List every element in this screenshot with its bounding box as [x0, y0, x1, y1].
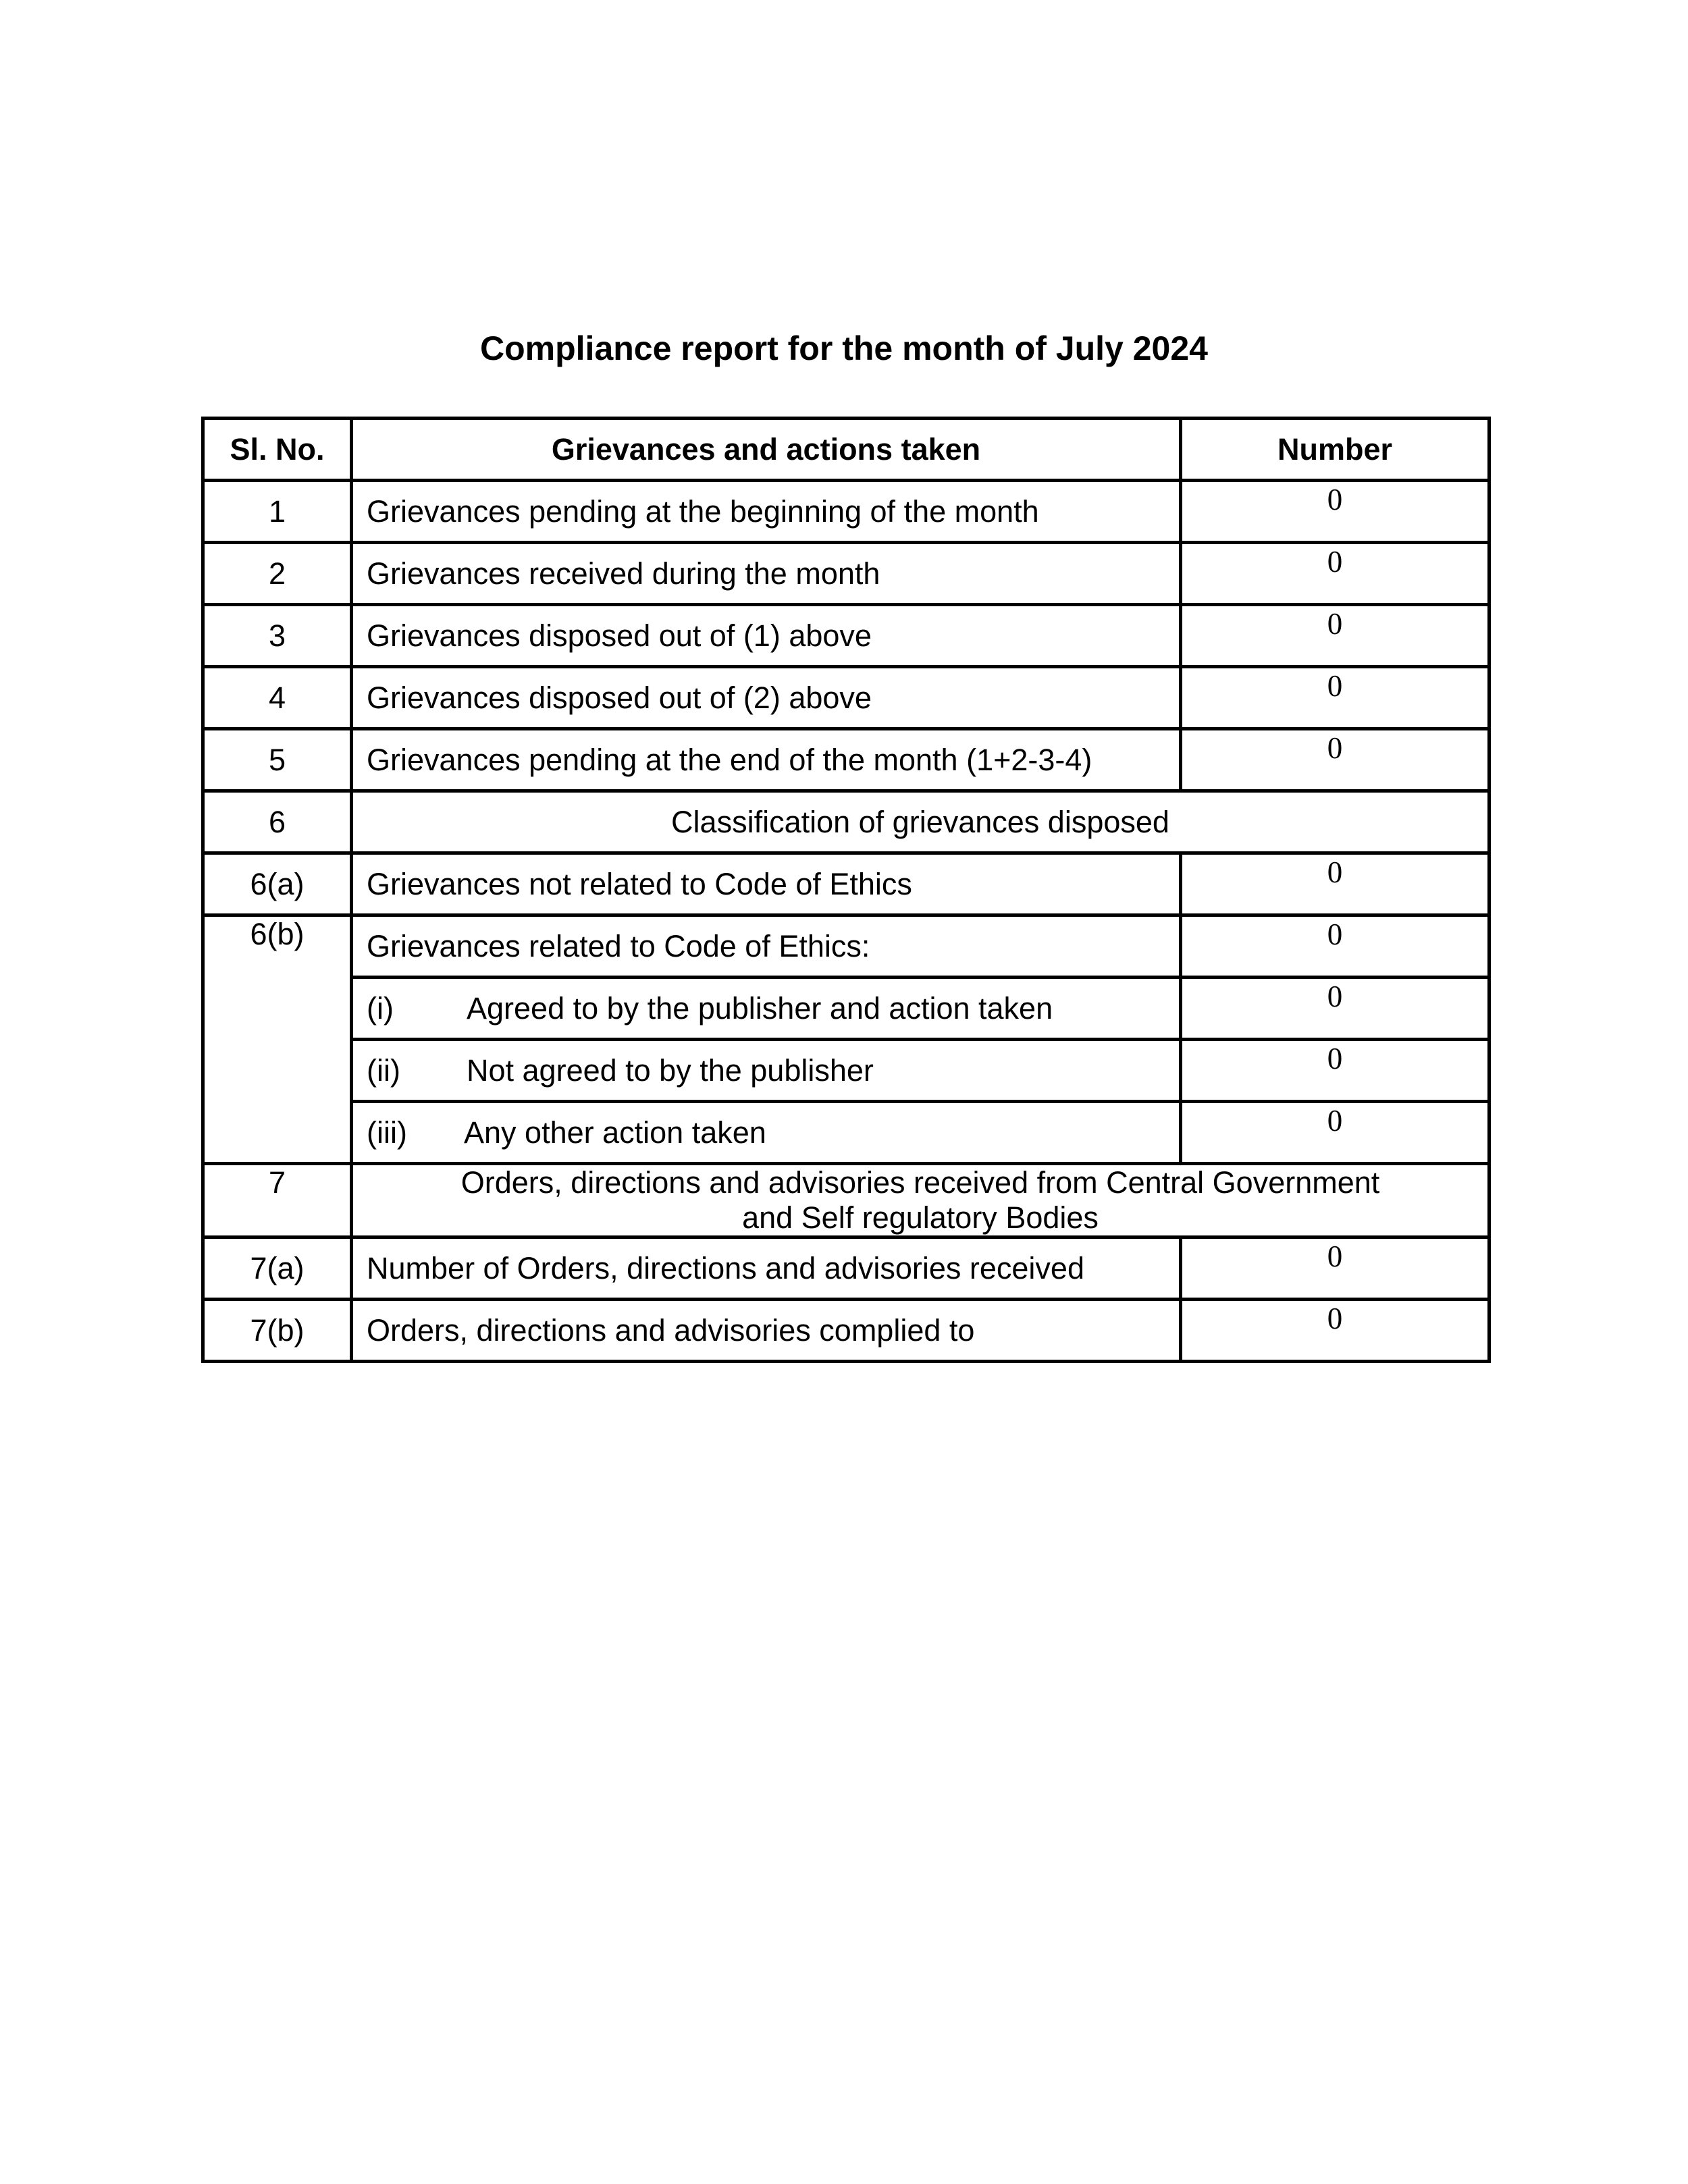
row-desc: Grievances received during the month [352, 543, 1181, 605]
section-7-sl: 7 [203, 1164, 352, 1237]
table-header-row [203, 419, 1489, 481]
report-title: Compliance report for the month of July 2024 [480, 329, 1208, 367]
section-7-heading-line2: and Self regulatory Bodies [742, 1200, 1099, 1235]
header-number: Number [1181, 419, 1489, 481]
row-number: 0 [1181, 543, 1489, 605]
row-sl: 7(a) [203, 1237, 352, 1300]
row-desc: Grievances disposed out of (2) above [352, 667, 1181, 729]
sub-row-text: Agreed to by the publisher and action taken [467, 990, 1053, 1026]
row-sl: 7(b) [203, 1300, 352, 1362]
section-6-row [203, 791, 1489, 853]
section-6-heading: Classification of grievances disposed [352, 791, 1489, 853]
sub-row-desc [352, 1102, 1181, 1164]
sub-row-text: Not agreed to by the publisher [467, 1053, 874, 1088]
sub-row-desc [352, 1040, 1181, 1102]
row-sl: 4 [203, 667, 352, 729]
sub-row-roman: (i) [367, 990, 394, 1026]
row-sl: 3 [203, 605, 352, 667]
row-number: 0 [1181, 915, 1489, 978]
table-row [203, 1237, 1489, 1300]
sub-row [203, 1040, 1489, 1102]
sub-row-roman: (iii) [367, 1115, 407, 1150]
table-row [203, 543, 1489, 605]
section-6-sl: 6 [203, 791, 352, 853]
row-desc: Grievances disposed out of (1) above [352, 605, 1181, 667]
row-number: 0 [1181, 1040, 1489, 1102]
sub-row [203, 1102, 1489, 1164]
table-row [203, 729, 1489, 791]
row-number: 0 [1181, 1102, 1489, 1164]
row-sl: 6(b) [203, 915, 352, 1164]
row-desc: Grievances related to Code of Ethics: [352, 915, 1181, 978]
table-row [203, 667, 1489, 729]
header-sl-no: Sl. No. [203, 419, 352, 481]
row-sl: 2 [203, 543, 352, 605]
table-row [203, 1300, 1489, 1362]
compliance-table [201, 417, 1491, 1363]
row-number: 0 [1181, 667, 1489, 729]
row-number: 0 [1181, 853, 1489, 915]
section-7-row [203, 1164, 1489, 1237]
table-row [203, 605, 1489, 667]
table-row [203, 853, 1489, 915]
sub-row-text: Any other action taken [464, 1115, 766, 1150]
row-desc: Orders, directions and advisories complied to [352, 1300, 1181, 1362]
row-number: 0 [1181, 481, 1489, 543]
row-desc: Grievances pending at the beginning of the month [352, 481, 1181, 543]
row-sl: 6(a) [203, 853, 352, 915]
row-number: 0 [1181, 1237, 1489, 1300]
row-desc: Number of Orders, directions and advisories received [352, 1237, 1181, 1300]
row-sl: 1 [203, 481, 352, 543]
row-desc: Grievances pending at the end of the month (1+2-3-4) [352, 729, 1181, 791]
section-7-heading [352, 1164, 1489, 1237]
table-row [203, 915, 1489, 978]
row-number: 0 [1181, 605, 1489, 667]
sub-row-roman: (ii) [367, 1053, 400, 1088]
sub-row-desc [352, 978, 1181, 1040]
row-number: 0 [1181, 978, 1489, 1040]
header-grievances: Grievances and actions taken [352, 419, 1181, 481]
section-7-heading-line1: Orders, directions and advisories received from Central Government [460, 1165, 1380, 1200]
table-row [203, 481, 1489, 543]
row-number: 0 [1181, 729, 1489, 791]
row-number: 0 [1181, 1300, 1489, 1362]
sub-row [203, 978, 1489, 1040]
row-sl: 5 [203, 729, 352, 791]
row-desc: Grievances not related to Code of Ethics [352, 853, 1181, 915]
